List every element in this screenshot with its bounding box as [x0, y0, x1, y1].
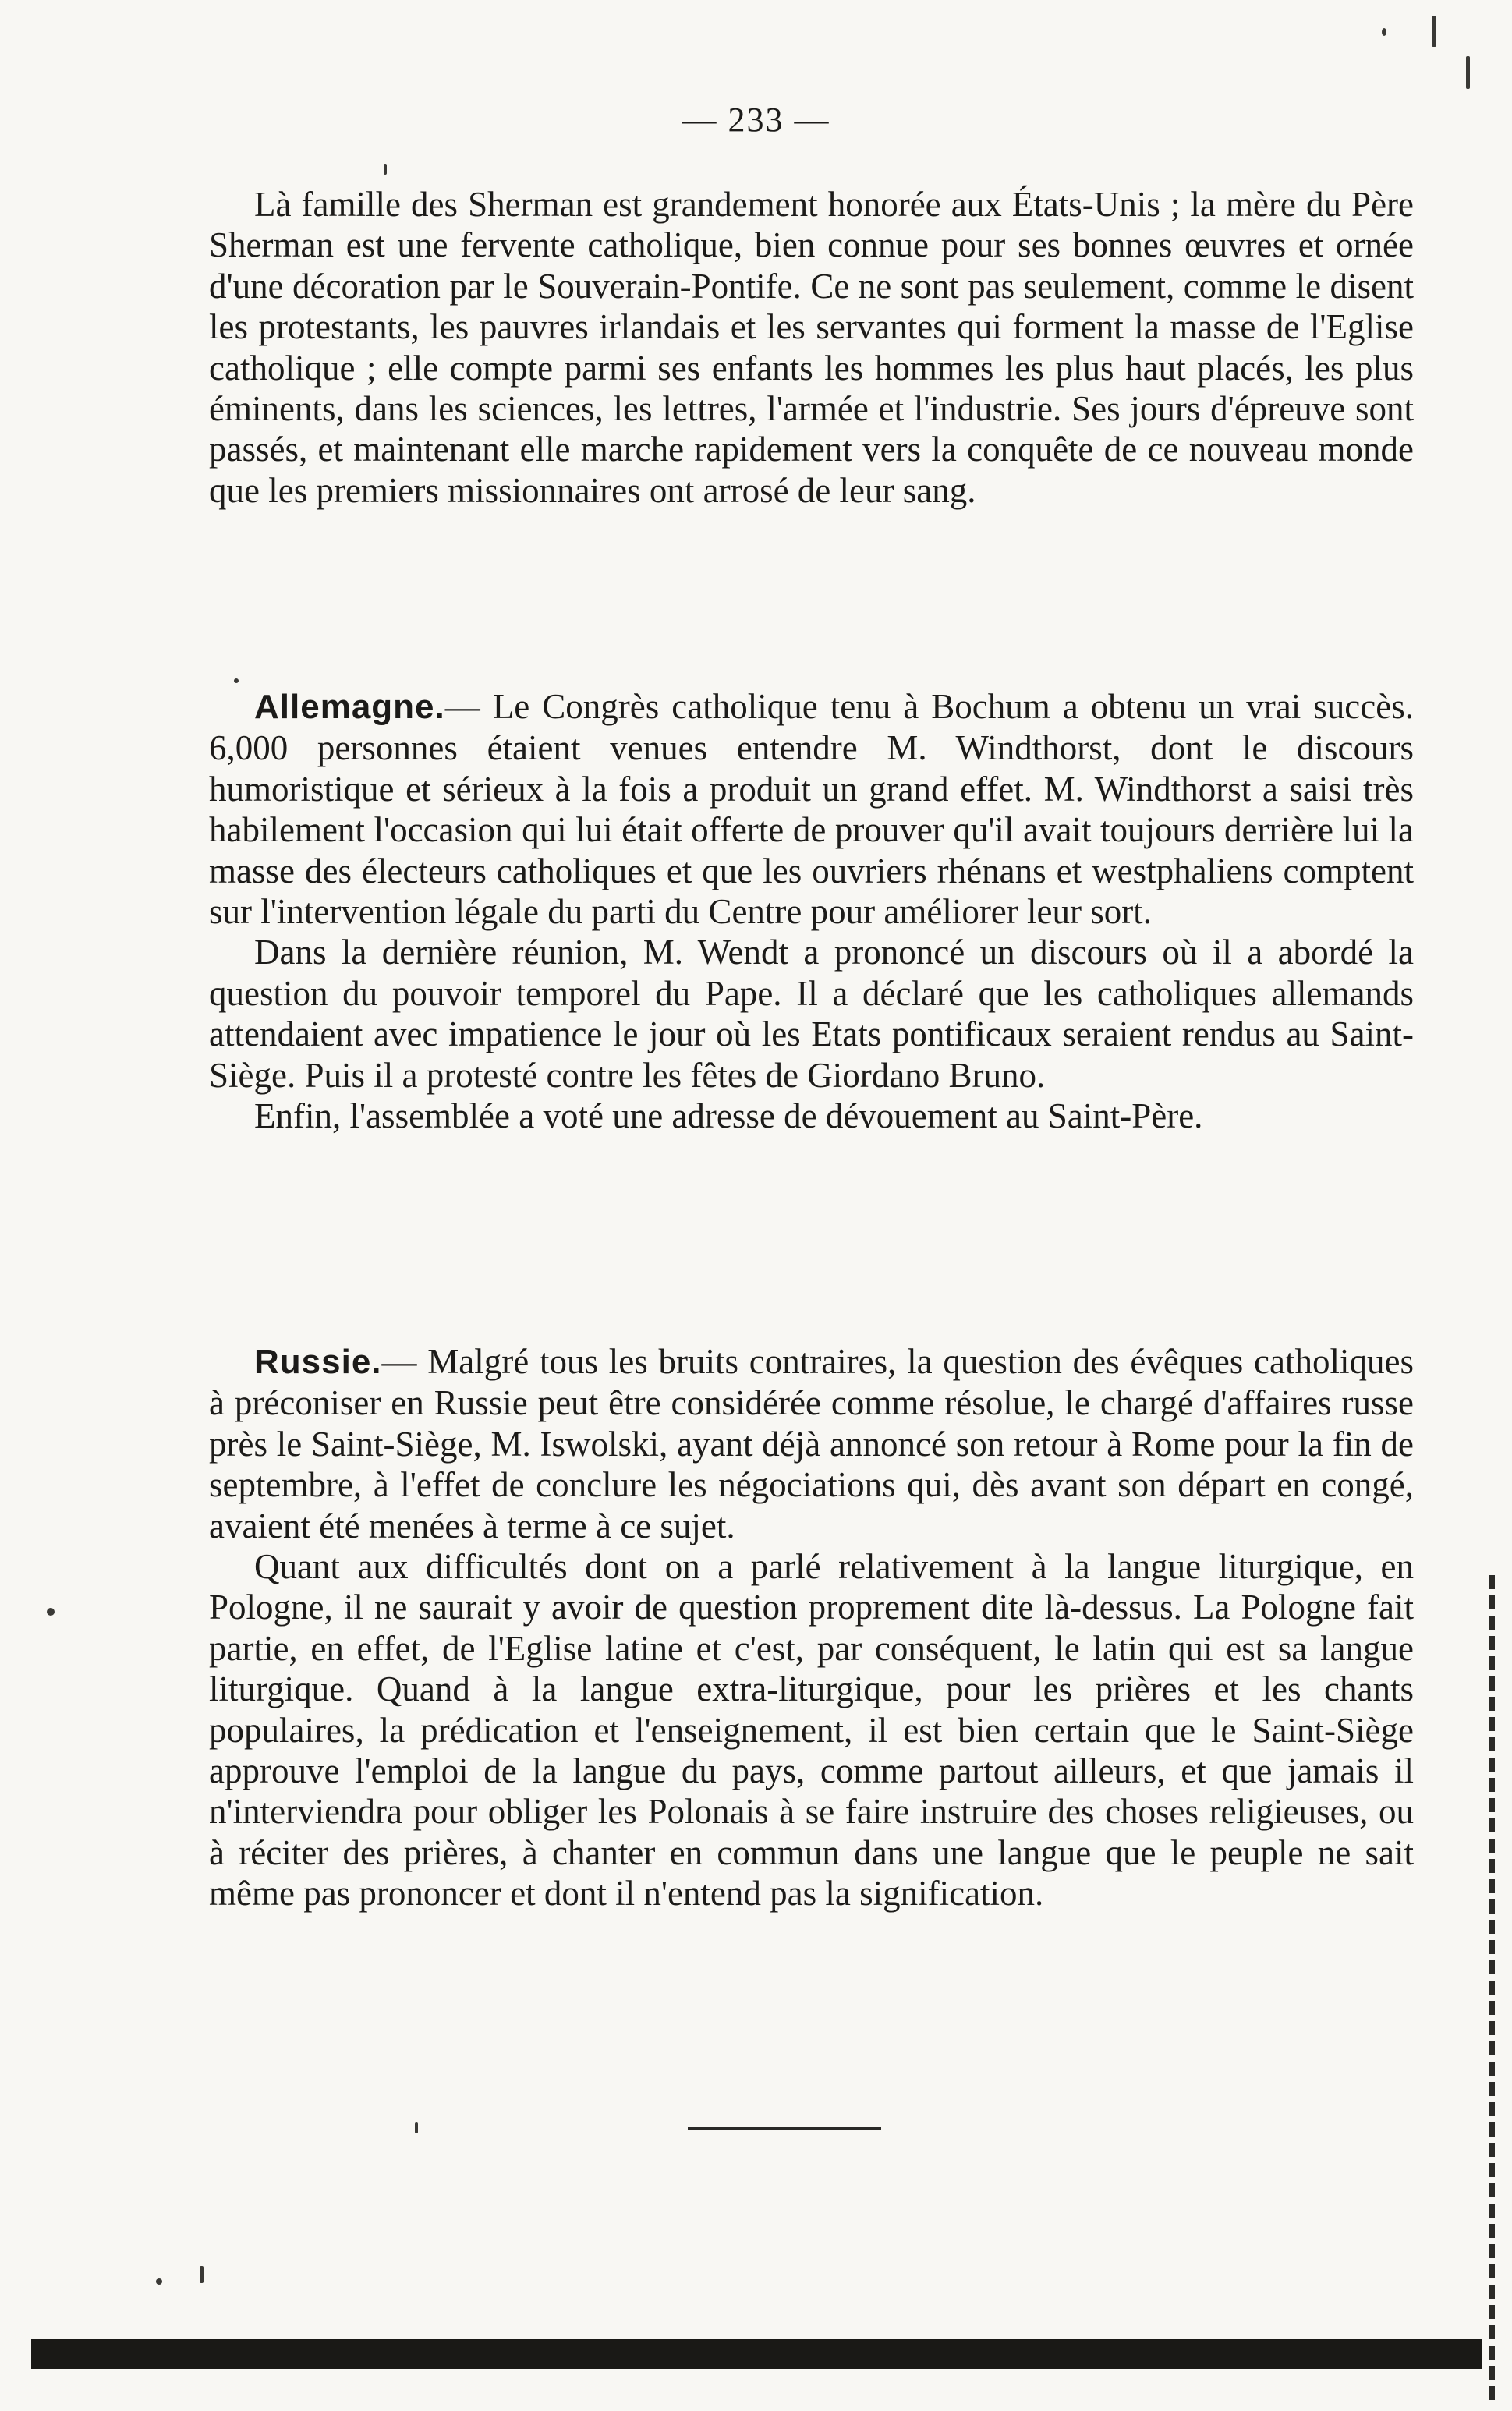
paragraph: [209, 686, 1414, 932]
paragraph: [209, 1341, 1414, 1546]
scan-bottom-border: [31, 2339, 1482, 2369]
scan-speck: [47, 1608, 55, 1616]
scan-speck: [415, 2122, 418, 2133]
paragraph-text: — Malgré tous les bruits contraires, la question des évêques catholiques à préconiser en Russie peut être considérée comme résolue, le chargé d'affaires russe près le Saint-Siège, M. Iswolski, ayant déjà annoncé son retour à Rome pour la fin de septembre, à l'effet de conclure les négociations qui, dès avant son départ en congé, avaient été menées à terme à ce sujet.: [209, 1342, 1414, 1545]
page-number: — 233 —: [682, 101, 830, 139]
section-heading: Allemagne.: [254, 688, 445, 726]
paragraph: Enfin, l'assemblée a voté une adresse de dévouement au Saint-Père.: [254, 1096, 1203, 1136]
scan-speck: [384, 164, 387, 175]
scan-speck: [1432, 16, 1436, 47]
paragraph: Dans la dernière réunion, M. Wendt a prononcé un discours où il a abordé la question du pouvoir temporel du Pape. Il a déclaré que les catholiques allemands attendaient avec impatience le jour où les Etats pontificaux seraient rendus au Saint-Siège. Puis il a protesté contre les fêtes de Giordano Bruno.: [209, 933, 1414, 1095]
section-sherman: [209, 184, 1414, 511]
section-heading: Russie.: [254, 1343, 382, 1381]
scan-speck: [1382, 28, 1386, 36]
scan-speck: [156, 2278, 162, 2285]
paragraph-text: — Le Congrès catholique tenu à Bochum a obtenu un vrai succès. 6,000 personnes étaient venues entendre M. Windthorst, dont le discours humoristique et sérieux à la fois a produit un grand effet. M. Windthorst a saisi très habilement l'occasion qui lui était offerte de prouver qu'il avait toujours derrière lui la masse des électeurs catholiques et que les ouvriers rhénans et westphaliens comptent sur l'intervention légale du parti du Centre pour améliorer leur sort.: [209, 687, 1414, 932]
scan-speck: [1466, 56, 1470, 89]
paragraph: Quant aux difficultés dont on a parlé relativement à la langue liturgique, en Pologne, il ne saurait y avoir de question proprement dite là-dessus. La Pologne fait partie, en effet, de l'Eglise latine et c'est, par conséquent, le latin qui est sa langue liturgique. Quand à la langue extra-liturgique, pour les prières et les chants populaires, la prédication et l'enseignement, il est bien certain que le Saint-Siège approuve l'emploi de la langue du pays, comme partout ailleurs, et que jamais il n'interviendra pour obliger les Polonais à se faire instruire des choses religieuses, ou à réciter des prières, à chanter en commun dans une langue que le peuple ne sait même pas prononcer et dont il n'entend pas la signification.: [209, 1547, 1414, 1914]
paragraph: Là famille des Sherman est grandement honorée aux États-Unis ; la mère du Père Sherman est une fervente catholique, bien connue pour ses bonnes œuvres et ornée d'une décoration par le Souverain-Pontife. Ce ne sont pas seulement, comme le disent les protestants, les pauvres irlandais et les servantes qui forment la masse de l'Eglise catholique ; elle compte parmi ses enfants les hommes les plus haut placés, les plus éminents, dans les sciences, les lettres, l'armée et l'industrie. Ses jours d'épreuve sont passés, et maintenant elle marche rapidement vers la conquête de ce nouveau monde que les premiers missionnaires ont arrosé de leur sang.: [209, 185, 1414, 510]
scan-speck: [200, 2266, 204, 2283]
scan-speck: [234, 678, 239, 683]
closing-rule: [688, 2127, 881, 2130]
scan-edge-mark: [1489, 1575, 1495, 2402]
section-allemagne: [209, 686, 1414, 1136]
section-russie: [209, 1341, 1414, 1914]
